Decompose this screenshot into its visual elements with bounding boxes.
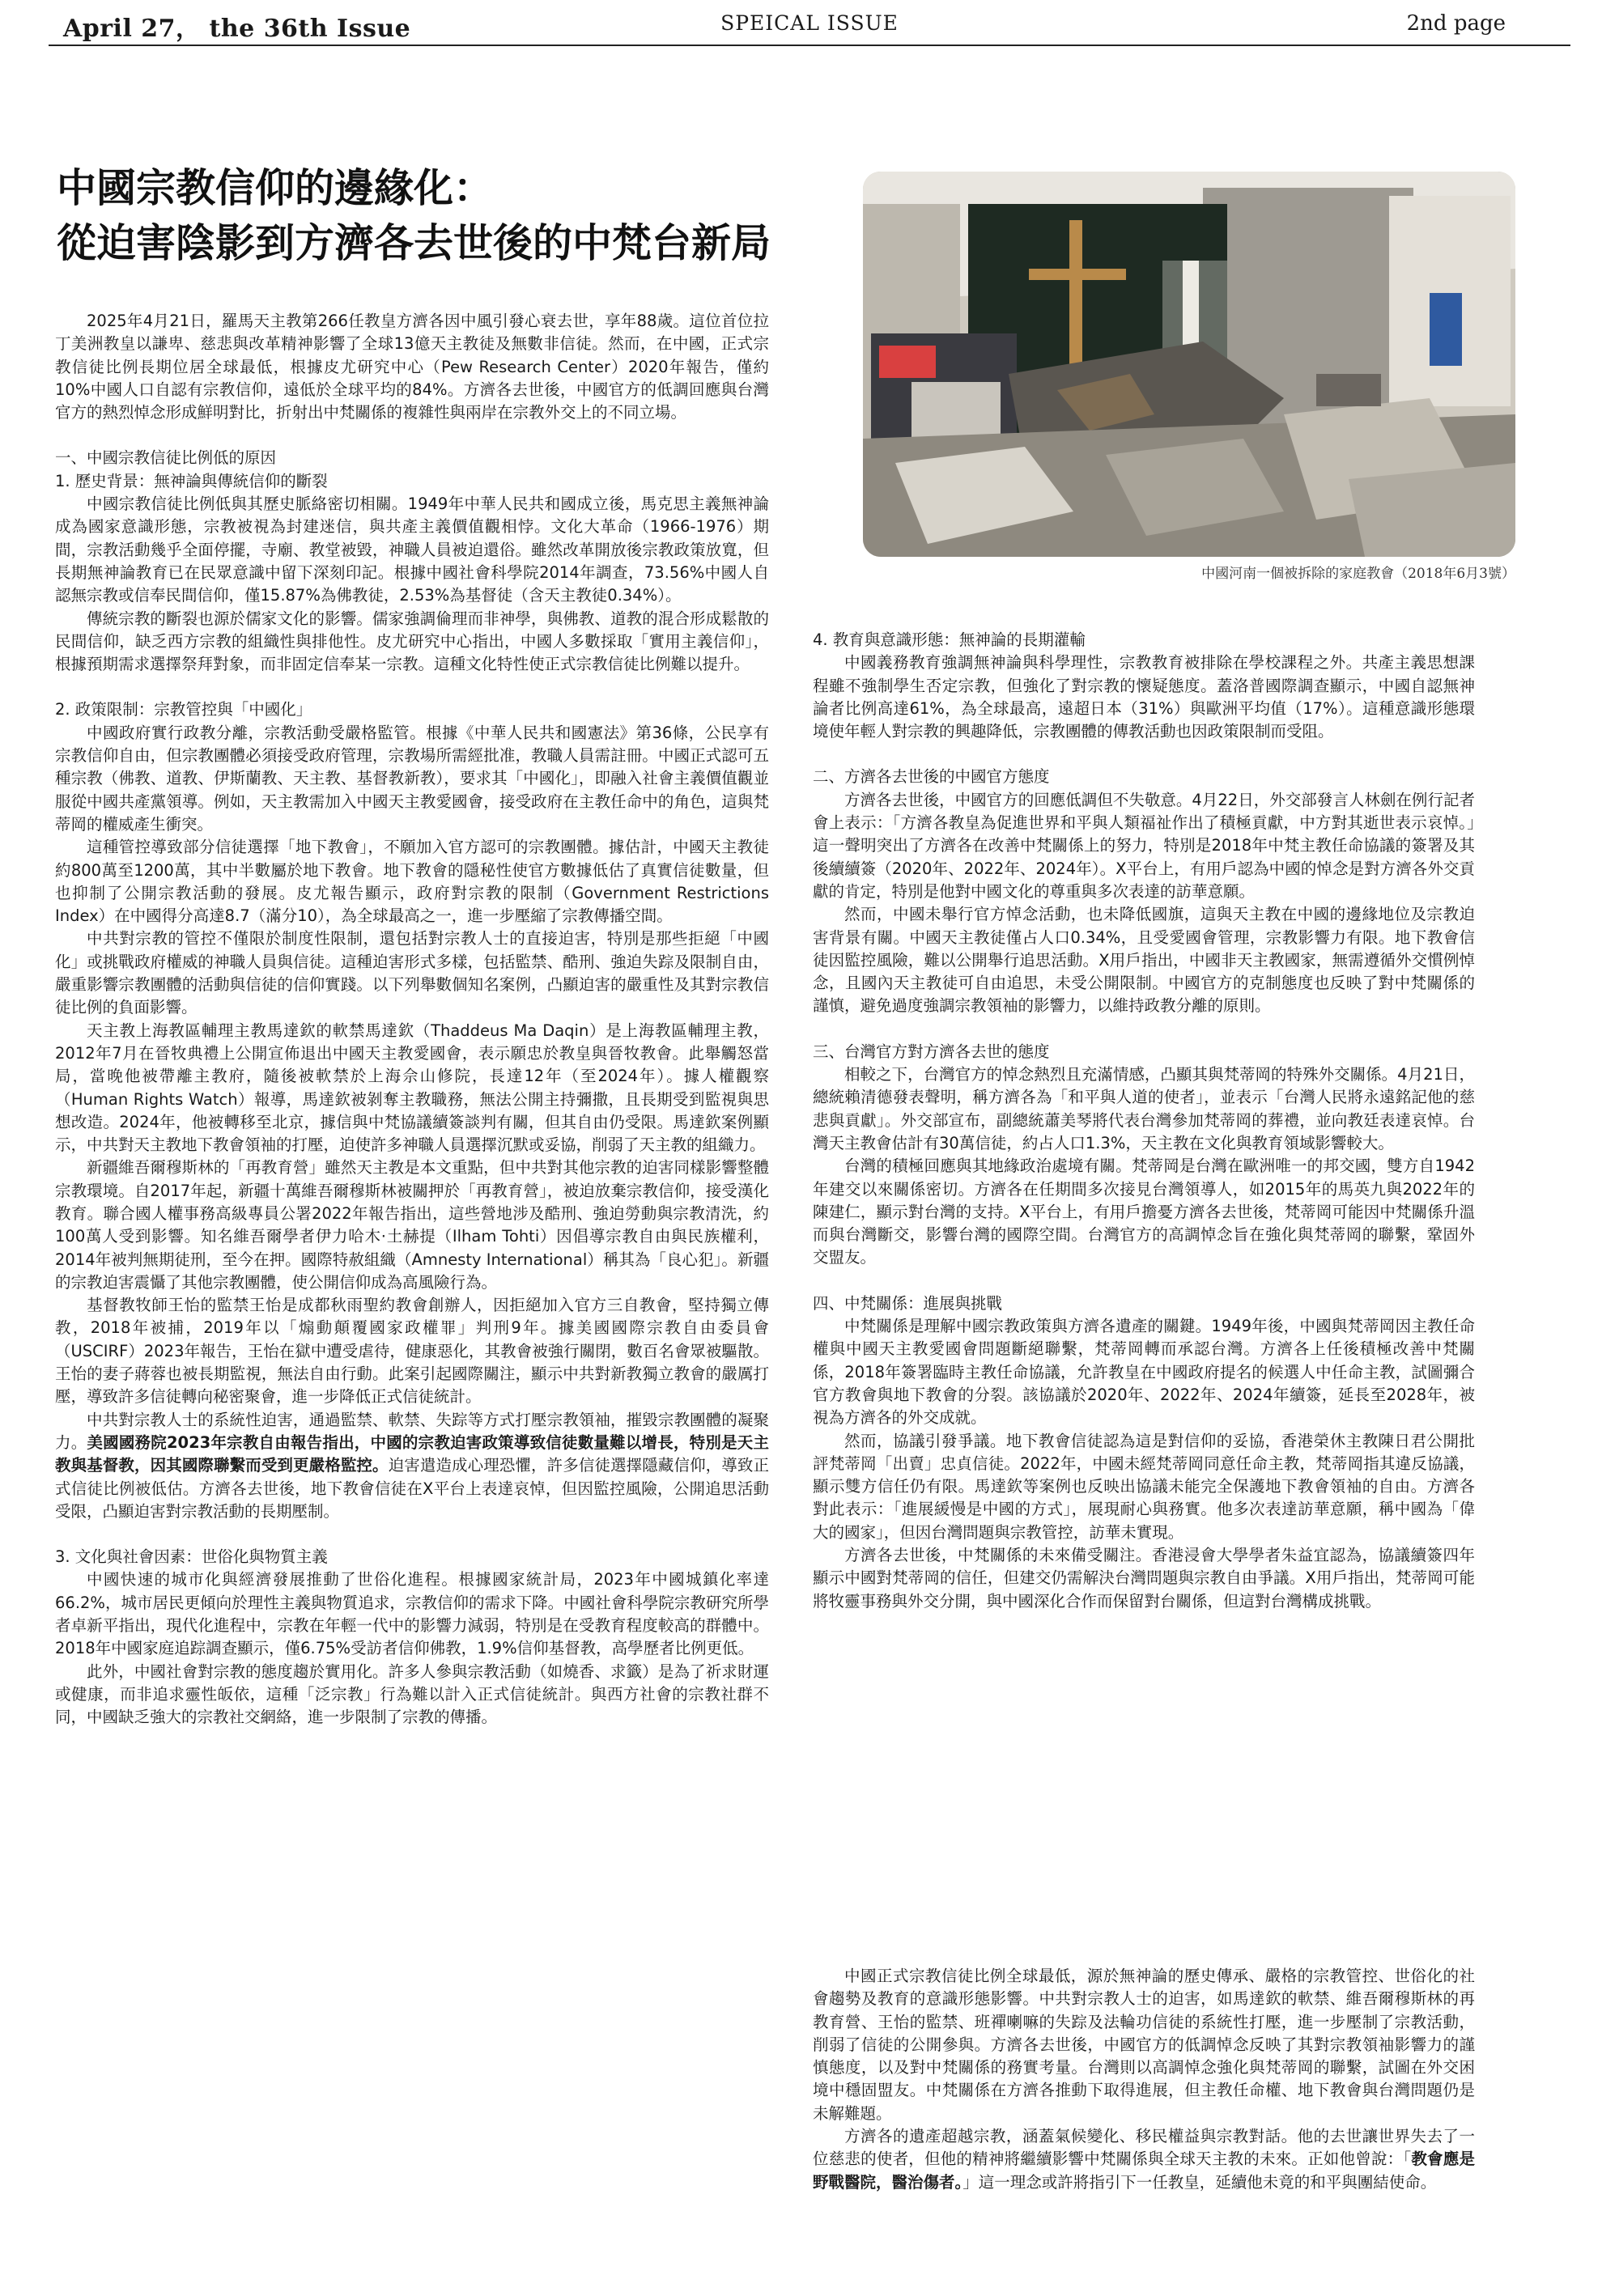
emphasis-text: 美國國務院2023年宗教自由報告指出，中國的宗教迫害政策導致信徒數量難以增長，特別是天主教與基督教，因其國際聯繫而受到更嚴格監控。 <box>55 1432 769 1475</box>
paragraph: 新疆維吾爾穆斯林的「再教育營」雖然天主教是本文重點，但中共對其他宗教的迫害同樣影響整體宗教環境。自2017年起，新疆十萬維吾爾穆斯林被關押於「再教育營」，被迫放棄宗教信仰，接受漢化教育。聯合國人權事務高級專員公署2022年報告指出，這些營地涉及酷刑、強迫勞動與宗教清洗，約100萬人受到影響。知名維吾爾學者伊力哈木·土赫提（Ilham Tohti）因倡導宗教自由與民族權利，2014年被判無期徒刑，至今在押。國際特赦組織（Amnesty International）稱其為「良心犯」。新疆的宗教迫害震懾了其他宗教團體，使公開信仰成為高風險行為。 <box>55 1158 769 1292</box>
paragraph: 相較之下，台灣官方的悼念熱烈且充滿情感，凸顯其與梵蒂岡的特殊外交關係。4月21日，總統賴清德發表聲明，稱方濟各為「和平與人道的使者」，並表示「台灣人民將永遠銘記他的慈悲與貢獻」。外交部宣布，副總統蕭美琴將代表台灣參加梵蒂岡的葬禮，並向教廷表達哀悼。台灣天主教會估計有30萬信徒，約占人口1.3%，天主教在文化與教育領域影響較大。 <box>813 1065 1475 1152</box>
section-3-heading: 三、台灣官方對方濟各去世的態度 <box>813 1042 1050 1061</box>
page-number: 2nd page <box>1406 11 1506 36</box>
text-run: 迫害遣造成心理恐懼，許多信徒選擇隱藏信仰，導致正式信徒比例被低估。方濟各去世後，地下教會信徒在X平台上表達哀悼，但因監控風險，公開追思活動受限，凸顯迫害對宗教活動的長期壓制。 <box>55 1456 769 1521</box>
paragraph: 方濟各去世後，中國官方的回應低調但不失敬意。4月22日，外交部發言人林劍在例行記者會上表示：「方濟各教皇為促進世界和平與人類福祉作出了積極貢獻，中方對其逝世表示哀悼。」這一聲明突出了方濟各在改善中梵關係上的努力，特別是2018年中梵主教任命協議的簽署及其後續續簽（2020年、2022年、2024年）。X平台上，有用戶認為中國的悼念是對方濟各外交貢獻的肯定，特別是他對中國文化的尊重與多次表達的訪華意願。 <box>813 790 1475 901</box>
paragraph: 中國快速的城市化與經濟發展推動了世俗化進程。根據國家統計局，2023年中國城鎮化率達66.2%，城市居民更傾向於理性主義與物質追求，宗教信仰的需求下降。中國社會科學院宗教研究所學者卓新平指出，現代化進程中，宗教在年輕一代中的影響力減弱，特別是在受教育程度較高的群體中。2018年中國家庭追踪調查顯示，僅6.75%受訪者信仰佛教，1.9%信仰基督教，高學歷者比例更低。 <box>55 1570 769 1658</box>
paragraph: 中國政府實行政教分離，宗教活動受嚴格監管。根據《中華人民共和國憲法》第36條，公民享有宗教信仰自由，但宗教團體必須接受政府管理，宗教場所需經批准，教職人員需註冊。中國正式認可五種宗教（佛教、道教、伊斯蘭教、天主教、基督教新教），要求其「中國化」，即融入社會主義價值觀並服從中國共產黨領導。例如，天主教需加入中國天主教愛國會，接受政府在主教任命中的角色，這與梵蒂岡的權威產生衝突。 <box>55 723 769 834</box>
subsection-2-heading: 2. 政策限制：宗教管控與「中國化」 <box>55 700 312 719</box>
article-headline <box>57 160 834 270</box>
paragraph: 然而，中國未舉行官方悼念活動，也未降低國旗，這與天主教在中國的邊緣地位及宗教迫害背景有關。中國天主教徒僅占人口0.34%，且受愛國會管理，宗教影響力有限。地下教會信徒因監控風險，難以公開舉行追思活動。X用戶指出，中國非天主教國家，無需遵循外交慣例悼念，且國內天主教徒可自由追思，未受公開限制。中國官方的克制態度也反映了對中梵關係的謹慎，避免過度強調宗教領袖的影響力，以維持政教分離的原則。 <box>813 905 1475 1016</box>
paragraph: 方濟各去世後，中梵關係的未來備受關注。香港浸會大學學者朱益宜認為，協議續簽四年顯示中國對梵蒂岡的信任，但建交仍需解決台灣問題與宗教自由爭議。X用戶指出，梵蒂岡可能將牧靈事務與外交分開，與中國深化合作而保留對台關係，但這對台灣構成挑戰。 <box>813 1545 1475 1611</box>
demolished-church-photo <box>863 172 1515 557</box>
paragraph: 基督教牧師王怡的監禁王怡是成都秋雨聖約教會創辦人，因拒絕加入官方三自教會，堅持獨立傳教，2018年被捕，2019年以「煽動顛覆國家政權罪」判刑9年。據美國國際宗教自由委員會（USCIRF）2023年報告，王怡在獄中遭受虐待，健康惡化，其教會被強行關閉，數百名會眾被驅散。王怡的妻子蔣蓉也被長期監視，無法自由行動。此案引起國際關注，顯示中共對新教獨立教會的嚴厲打壓，導致許多信徒轉向秘密聚會，進一步降低正式信徒統計。 <box>55 1296 769 1407</box>
text-run: 中共對宗教人士的系統性迫害，通過監禁、軟禁、失踪等方式打壓宗教領袖，摧毀宗教團體的凝聚力。 <box>55 1410 769 1452</box>
conclusion-paragraph-with-quote <box>813 2125 1475 2194</box>
quote-emphasis: 教會應是野戰醫院，醫治傷者。 <box>813 2150 1475 2192</box>
paragraph: 此外，中國社會對宗教的態度趨於實用化。許多人參與宗教活動（如燒香、求籤）是為了祈求財運或健康，而非追求靈性皈依，這種「泛宗教」行為難以計入正式信徒統計。與西方社會的宗教社群不同，中國缺乏強大的宗教社交網絡，進一步限制了宗教的傳播。 <box>55 1662 769 1727</box>
header-rule <box>49 45 1570 46</box>
article-column-left <box>55 310 769 1729</box>
photo-caption: 中國河南一個被拆除的家庭教會（2018年6月3號） <box>1201 566 1515 582</box>
paragraph-with-emphasis <box>55 1409 769 1523</box>
paragraph: 中國義務教育強調無神論與科學理性，宗教教育被排除在學校課程之外。共產主義思想課程雖不強制學生否定宗教，但強化了對宗教的懷疑態度。蓋洛普國際調查顯示，中國自認無神論者比例高達61%，為全球最高，遠超日本（31%）與歐洲平均值（17%）。這種意識形態環境使年輕人對宗教的興趣降低，宗教團體的傳教活動也因政策限制而受阻。 <box>813 653 1475 741</box>
subsection-4-heading: 4. 教育與意識形態：無神論的長期灌輸 <box>813 630 1086 649</box>
subsection-1-heading: 1. 歷史背景：無神論與傳統信仰的斷裂 <box>55 471 328 490</box>
page-header <box>0 0 1619 47</box>
text-run: 」這一理念或許將指引下一任教皇，延續他未竟的和平與團結使命。 <box>962 2172 1437 2192</box>
issue-date: April 27， the 36th Issue <box>63 15 411 43</box>
conclusion-paragraph: 中國正式宗教信徒比例全球最低，源於無神論的歷史傳承、嚴格的宗教管控、世俗化的社會趨勢及教育的意識形態影響。中共對宗教人士的迫害，如馬達欽的軟禁、維吾爾穆斯林的再教育營、王怡的監禁、班禪喇嘛的失踪及法輪功信徒的系統性打壓，進一步壓制了宗教活動，削弱了信徒的公開參與。方濟各去世後，中國官方的低調悼念反映了其對宗教領袖影響力的謹慎態度，以及對中梵關係的務實考量。台灣則以高調悼念強化與梵蒂岡的聯繫，試圖在外交困境中穩固盟友。中梵關係在方濟各推動下取得進展，但主教任命權、地下教會與台灣問題仍是未解難題。 <box>813 1967 1475 2123</box>
subsection-3-heading: 3. 文化與社會因素：世俗化與物質主義 <box>55 1547 328 1567</box>
section-2-heading: 二、方濟各去世後的中國官方態度 <box>813 767 1050 787</box>
text-run: 方濟各的遺產超越宗教，涵蓋氣候變化、移民權益與宗教對話。他的去世讓世界失去了一位慈悲的使者，但他的精神將繼續影響中梵關係與全球天主教的未來。正如他曾說：「 <box>813 2127 1475 2169</box>
headline-line-1: 中國宗教信仰的邊緣化： <box>57 164 494 211</box>
paragraph: 然而，協議引發爭議。地下教會信徒認為這是對信仰的妥協，香港榮休主教陳日君公開批評梵蒂岡「出賣」忠貞信徒。2022年，中國未經梵蒂岡同意任命主教，梵蒂岡指其違反協議，顯示雙方信任仍有限。馬達欽等案例也反映出協議未能完全保護地下教會領袖的自由。方濟各對此表示：「進展緩慢是中國的方式」，展現耐心與務實。他多次表達訪華意願，稱中國為「偉大的國家」，但因台灣問題與宗教管控，訪華未實現。 <box>813 1431 1475 1542</box>
section-4-heading: 四、中梵關係：進展與挑戰 <box>813 1293 1003 1313</box>
paragraph: 中共對宗教的管控不僅限於制度性限制，還包括對宗教人士的直接迫害，特別是那些拒絕「中國化」或挑戰政府權威的神職人員與信徒。這種迫害形式多樣，包括監禁、酷刑、強迫失踪及限制自由，嚴重影響宗教團體的活動與信徒的信仰實踐。以下列舉數個知名案例，凸顯迫害的嚴重性及其對宗教信徒比例的負面影響。 <box>55 929 769 1017</box>
paragraph: 中國宗教信徒比例低與其歷史脈絡密切相關。1949年中華人民共和國成立後，馬克思主義無神論成為國家意識形態，宗教被視為封建迷信，與共產主義價值觀相悖。文化大革命（1966-1976）期間，宗教活動幾乎全面停擺，寺廟、教堂被毀，神職人員被迫還俗。雖然改革開放後宗教政策放寬，但長期無神論教育已在民眾意識中留下深刻印記。根據中國社會科學院2014年調查，73.56%中國人自認無宗教或信奉民間信仰，僅15.87%為佛教徒，2.53%為基督徒（含天主教徒0.34%）。 <box>55 494 769 605</box>
section-1-heading: 一、中國宗教信徒比例低的原因 <box>55 448 277 468</box>
paragraph: 台灣的積極回應與其地緣政治處境有關。梵蒂岡是台灣在歐洲唯一的邦交國，雙方自1942年建交以來關係密切。方濟各在任期間多次接見台灣領導人，如2015年的馬英九與2022年的陳建仁，顯示對台灣的支持。X平台上，有用戶擔憂方濟各去世後，梵蒂岡可能因中梵關係升溫而與台灣斷交，影響台灣的國際空間。台灣官方的高調悼念旨在強化與梵蒂岡的聯繫，鞏固外交盟友。 <box>813 1156 1475 1267</box>
conclusion-column <box>813 1965 1475 2194</box>
paragraph: 這種管控導致部分信徒選擇「地下教會」，不願加入官方認可的宗教團體。據估計，中國天主教徒約800萬至1200萬，其中半數屬於地下教會。地下教會的隱秘性使官方數據低估了真實信徒數量，但也抑制了公開宗教活動的發展。皮尤報告顯示，政府對宗教的限制（Government Restrictions Index）在中國得分高達8.7（滿分10），為全球最高之一，進一步壓縮了宗教傳播空間。 <box>55 838 769 926</box>
headline-line-2: 從迫害陰影到方濟各去世後的中梵台新局 <box>57 219 771 266</box>
section-label: SPEICAL ISSUE <box>720 11 899 35</box>
paragraph: 天主教上海教區輔理主教馬達欽的軟禁馬達欽（Thaddeus Ma Daqin）是上海教區輔理主教，2012年7月在晉牧典禮上公開宣佈退出中國天主教愛國會，表示願忠於教皇與晉牧教會。此舉觸怒當局，當晚他被帶離主教府，隨後被軟禁於上海佘山修院，長達12年（至2024年）。據人權觀察（Human Rights Watch）報導，馬達欽被剝奪主教職務，無法公開主持彌撒，且長期受到監視與思想改造。2024年，他被轉移至北京，據信與中梵協議續簽談判有關，但其自由仍受限。馬達欽案例顯示，中共對天主教地下教會領袖的打壓，迫使許多神職人員選擇沉默或妥協，削弱了天主教的組織力。 <box>55 1021 769 1155</box>
paragraph: 傳統宗教的斷裂也源於儒家文化的影響。儒家強調倫理而非神學，與佛教、道教的混合形成鬆散的民間信仰，缺乏西方宗教的組織性與排他性。皮尤研究中心指出，中國人多數採取「實用主義信仰」，根據預期需求選擇祭拜對象，而非固定信奉某一宗教。這種文化特性使正式宗教信徒比例難以提升。 <box>55 609 769 674</box>
article-column-right <box>813 629 1475 1613</box>
intro-paragraph: 2025年4月21日，羅馬天主教第266任教皇方濟各因中風引發心衰去世，享年88歲。這位首位拉丁美洲教皇以謙卑、慈悲與改革精神影響了全球13億天主教徒及無數非信徒。然而，在中國，正式宗教信徒比例長期位居全球最低，根據皮尤研究中心（Pew Research Center）2020年報告，僅約10%中國人口自認有宗教信仰，遠低於全球平均的84%。方濟各去世後，中國官方的低調回應與台灣官方的熱烈悼念形成鮮明對比，折射出中梵關係的複雜性與兩岸在宗教外交上的不同立場。 <box>55 312 769 422</box>
paragraph: 中梵關係是理解中國宗教政策與方濟各遺產的關鍵。1949年後，中國與梵蒂岡因主教任命權與中國天主教愛國會問題斷絕聯繫，梵蒂岡轉而承認台灣。方濟各上任後積極改善中梵關係，2018年簽署臨時主教任命協議，允許教皇在中國政府提名的候選人中任命主教，試圖彌合官方教會與地下教會的分裂。該協議於2020年、2022年、2024年續簽，延長至2028年，被視為方濟各的外交成就。 <box>813 1317 1475 1428</box>
